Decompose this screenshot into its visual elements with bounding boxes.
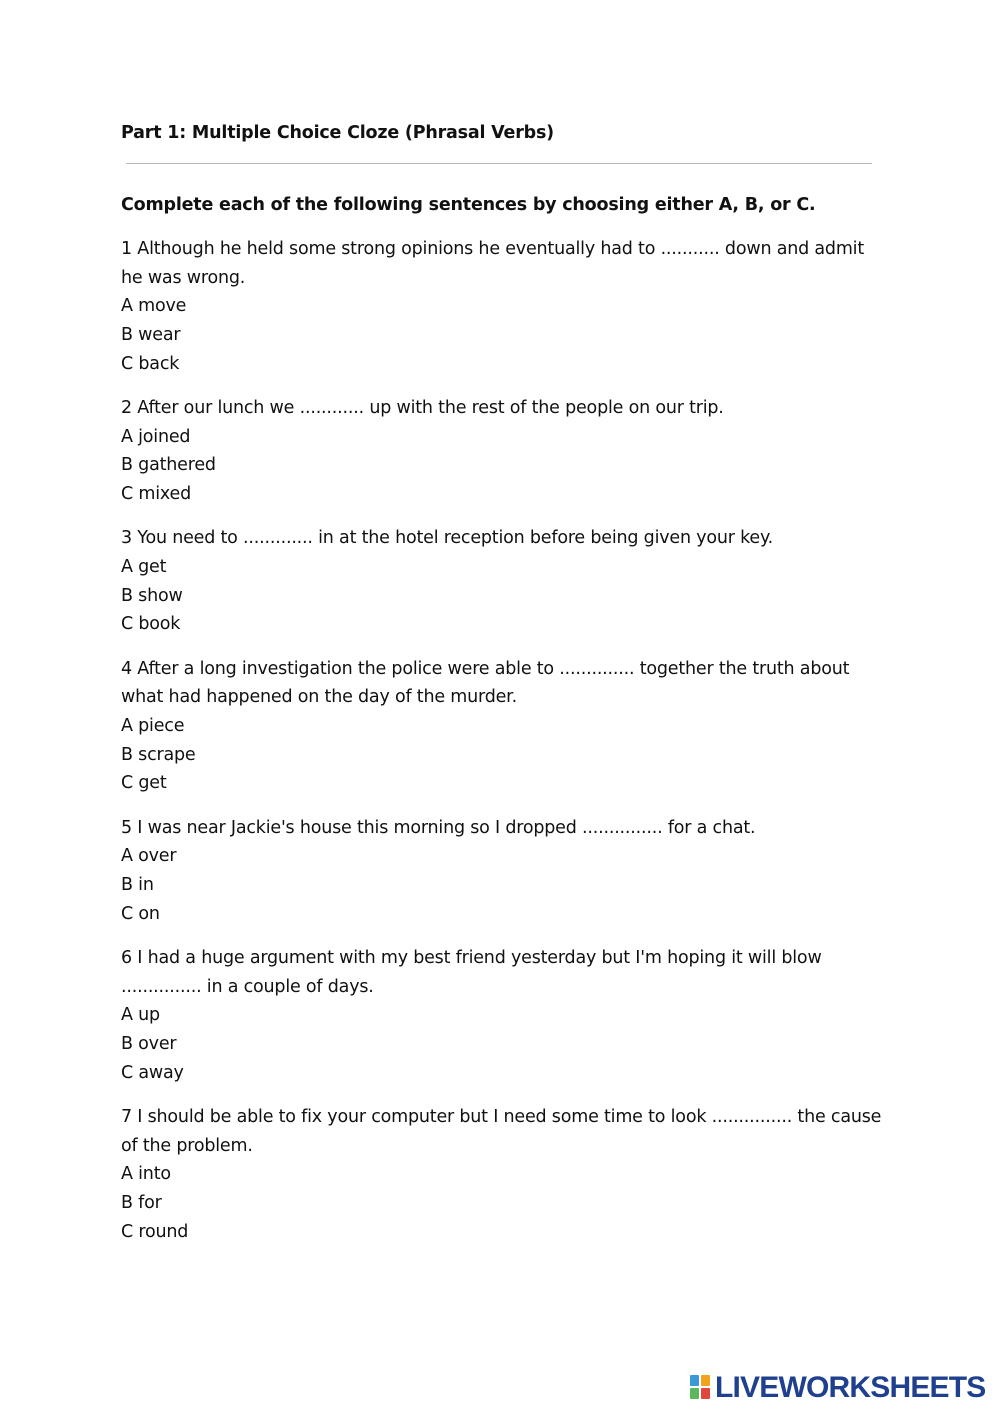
answer-option: B over — [121, 1034, 177, 1055]
answer-option: A move — [121, 296, 187, 317]
question-text-line: 4 After a long investigation the police were able to .............. together the truth about — [121, 658, 850, 679]
question-5 — [121, 814, 881, 929]
question-text-line: 7 I should be able to fix your computer but I need some time to look ............... the cause — [121, 1106, 882, 1127]
answer-option: C away — [121, 1062, 184, 1083]
logo-square — [701, 1388, 710, 1399]
question-list — [121, 235, 881, 1262]
title-divider — [126, 163, 872, 164]
question-6 — [121, 944, 881, 1088]
answer-option: C on — [121, 903, 160, 924]
answer-option: A up — [121, 1005, 160, 1026]
answer-option: A into — [121, 1164, 171, 1185]
question-text-line: 2 After our lunch we ............ up with the rest of the people on our trip. — [121, 398, 724, 419]
question-text-line: 5 I was near Jackie's house this morning so I dropped ............... for a chat. — [121, 817, 756, 838]
answer-option: B in — [121, 875, 154, 896]
logo-square — [690, 1375, 699, 1386]
question-7 — [121, 1103, 881, 1247]
answer-option: A piece — [121, 716, 185, 737]
question-4 — [121, 655, 881, 799]
liveworksheets-logo — [690, 1371, 986, 1405]
answer-option: C book — [121, 614, 181, 635]
answer-option: A get — [121, 557, 167, 578]
answer-option: A over — [121, 846, 177, 867]
instructions: Complete each of the following sentences by choosing either A, B, or C. — [121, 195, 816, 215]
answer-option: C back — [121, 353, 180, 374]
answer-option: B scrape — [121, 744, 196, 765]
worksheet-title: Part 1: Multiple Choice Cloze (Phrasal Verbs) — [121, 123, 554, 143]
question-text-line: what had happened on the day of the murder. — [121, 687, 517, 708]
question-text-line: 3 You need to ............. in at the hotel reception before being given your key. — [121, 528, 774, 549]
question-1 — [121, 235, 881, 379]
answer-option: B gathered — [121, 455, 216, 476]
logo-square — [701, 1375, 710, 1386]
answer-option: C round — [121, 1221, 189, 1242]
answer-option: B for — [121, 1193, 162, 1214]
question-text-line: ............... in a couple of days. — [121, 976, 374, 997]
question-text-line: 6 I had a huge argument with my best friend yesterday but I'm hoping it will blow — [121, 947, 822, 968]
question-text-line: 1 Although he held some strong opinions he eventually had to ........... down and admit — [121, 239, 864, 259]
logo-square — [690, 1388, 699, 1399]
question-3 — [121, 524, 881, 639]
answer-option: B wear — [121, 325, 181, 346]
answer-option: A joined — [121, 426, 191, 447]
question-2 — [121, 394, 881, 509]
answer-option: C mixed — [121, 484, 191, 505]
answer-option: B show — [121, 585, 183, 606]
answer-option: C get — [121, 773, 167, 794]
logo-mark-icon — [690, 1375, 712, 1401]
question-text-line: he was wrong. — [121, 267, 246, 288]
logo-text: LIVEWORKSHEETS — [715, 1371, 986, 1404]
question-text-line: of the problem. — [121, 1135, 253, 1156]
